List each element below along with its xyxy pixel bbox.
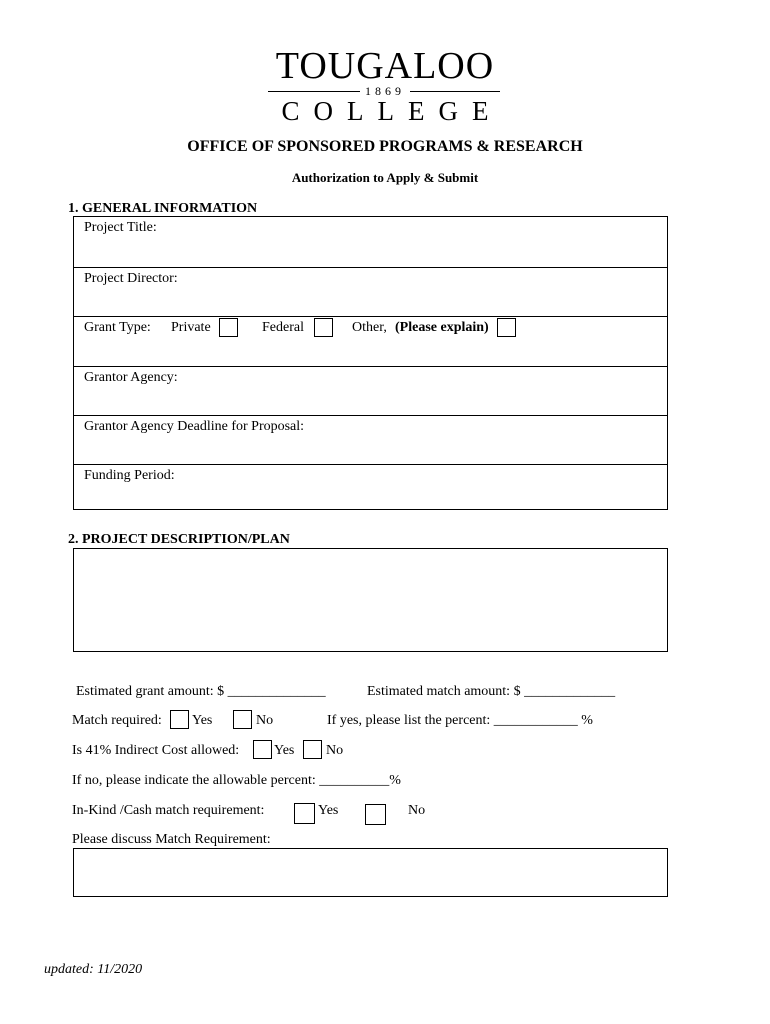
inkind-no-checkbox[interactable] [365, 804, 386, 825]
match-required-no-label: No [256, 713, 274, 728]
funding-period-row[interactable] [74, 465, 667, 511]
general-information-table [73, 216, 668, 510]
discuss-match-label: Please discuss Match Requirement: [72, 832, 271, 847]
federal-checkbox[interactable] [314, 318, 333, 337]
project-director-label: Project Director: [84, 271, 178, 286]
project-title-row[interactable] [74, 217, 667, 268]
section1-heading: 1. GENERAL INFORMATION [68, 201, 258, 216]
logo-rule-right [410, 91, 500, 92]
office-title: OFFICE OF SPONSORED PROGRAMS & RESEARCH [187, 138, 583, 155]
indirect-cost-no-checkbox[interactable] [303, 740, 322, 759]
federal-label: Federal [262, 320, 304, 335]
deadline-row[interactable] [74, 416, 667, 465]
logo-college: COLLEGE [281, 96, 503, 126]
match-required-yes-label: Yes [192, 713, 213, 728]
project-description-box[interactable] [73, 548, 668, 652]
private-checkbox[interactable] [219, 318, 238, 337]
other-label: Other, [352, 320, 387, 335]
indirect-cost-no-label: No [326, 743, 344, 758]
match-required-no-checkbox[interactable] [233, 710, 252, 729]
deadline-label: Grantor Agency Deadline for Proposal: [84, 419, 305, 434]
list-percent-field[interactable]: If yes, please list the percent: ____________ % [327, 713, 593, 728]
inkind-no-label: No [408, 803, 426, 818]
discuss-match-box[interactable] [73, 848, 668, 897]
grant-type-label: Grant Type: [84, 320, 151, 335]
inkind-label: In-Kind /Cash match requirement: [72, 803, 265, 818]
project-title-label: Project Title: [84, 220, 157, 235]
indirect-cost-yes-label: Yes [274, 743, 295, 758]
inkind-yes-checkbox[interactable] [294, 803, 315, 824]
logo-name: TOUGALOO [275, 45, 495, 87]
allowable-percent-field[interactable]: If no, please indicate the allowable percent: __________% [72, 773, 401, 788]
please-explain-label: (Please explain) [395, 320, 489, 335]
estimated-match-field[interactable]: Estimated match amount: $ _____________ [367, 684, 616, 699]
logo-year: 1869 [365, 84, 405, 98]
match-required-yes-checkbox[interactable] [170, 710, 189, 729]
project-director-row[interactable] [74, 268, 667, 317]
private-label: Private [171, 320, 211, 335]
form-subtitle: Authorization to Apply & Submit [291, 170, 479, 185]
indirect-cost-yes-checkbox[interactable] [253, 740, 272, 759]
estimated-grant-field[interactable]: Estimated grant amount: $ ______________ [76, 684, 326, 699]
inkind-yes-label: Yes [318, 803, 339, 818]
grantor-agency-label: Grantor Agency: [84, 370, 178, 385]
indirect-cost-label: Is 41% Indirect Cost allowed: [72, 743, 240, 758]
grant-type-row [74, 317, 667, 367]
other-checkbox[interactable] [497, 318, 516, 337]
grantor-agency-row[interactable] [74, 367, 667, 416]
match-required-label: Match required: [72, 713, 162, 728]
funding-period-label: Funding Period: [84, 468, 175, 483]
section2-heading: 2. PROJECT DESCRIPTION/PLAN [68, 532, 290, 547]
updated-date: updated: 11/2020 [44, 962, 143, 977]
